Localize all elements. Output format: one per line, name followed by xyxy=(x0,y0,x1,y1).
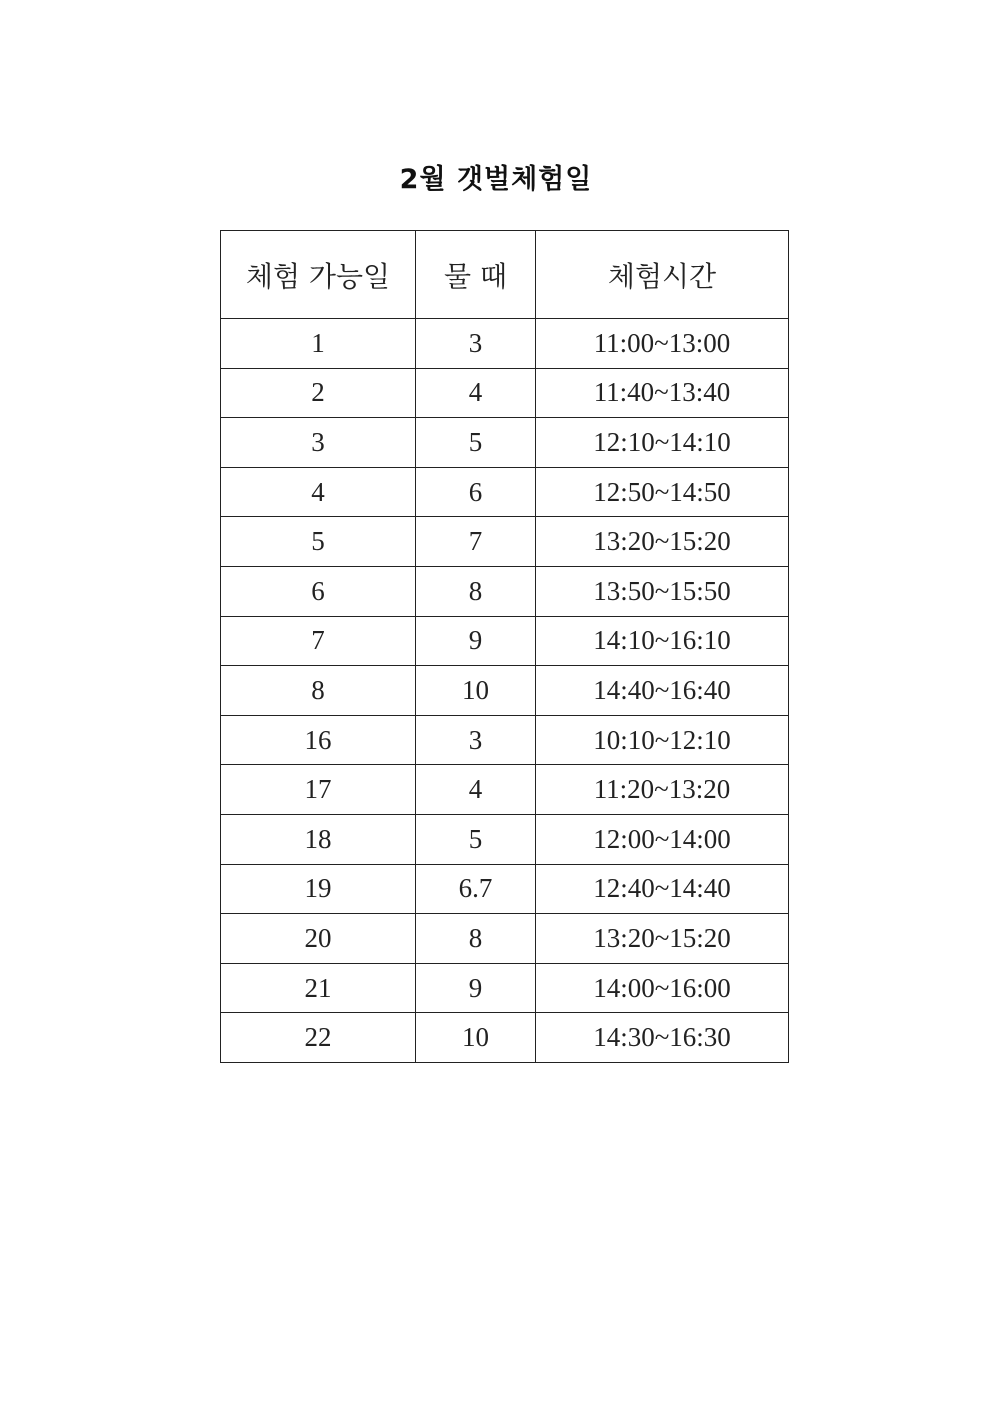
table-row xyxy=(221,368,789,418)
cell-time: 12:40~14:40 xyxy=(536,864,789,914)
cell-tide: 4 xyxy=(416,765,536,815)
cell-day: 18 xyxy=(221,814,416,864)
cell-day: 8 xyxy=(221,666,416,716)
cell-time: 14:10~16:10 xyxy=(536,616,789,666)
table-row xyxy=(221,864,789,914)
cell-time: 11:40~13:40 xyxy=(536,368,789,418)
document-title: 2월 갯벌체험일 xyxy=(399,164,593,195)
cell-tide: 6 xyxy=(416,467,536,517)
cell-day: 7 xyxy=(221,616,416,666)
cell-tide: 8 xyxy=(416,914,536,964)
table-row xyxy=(221,418,789,468)
cell-day: 2 xyxy=(221,368,416,418)
cell-time: 12:50~14:50 xyxy=(536,467,789,517)
table-row xyxy=(221,319,789,369)
table-row xyxy=(221,467,789,517)
table-row xyxy=(221,566,789,616)
cell-time: 13:20~15:20 xyxy=(536,517,789,567)
table-row xyxy=(221,616,789,666)
cell-tide: 10 xyxy=(416,1013,536,1063)
cell-tide: 6.7 xyxy=(416,864,536,914)
cell-time: 12:10~14:10 xyxy=(536,418,789,468)
cell-tide: 3 xyxy=(416,715,536,765)
cell-time: 12:00~14:00 xyxy=(536,814,789,864)
table-row xyxy=(221,963,789,1013)
cell-tide: 10 xyxy=(416,666,536,716)
cell-time: 11:20~13:20 xyxy=(536,765,789,815)
cell-day: 6 xyxy=(221,566,416,616)
cell-day: 5 xyxy=(221,517,416,567)
table-header-row xyxy=(221,231,789,319)
header-tide: 물 때 xyxy=(416,231,536,319)
table-row xyxy=(221,1013,789,1063)
table-row xyxy=(221,765,789,815)
cell-time: 14:30~16:30 xyxy=(536,1013,789,1063)
cell-time: 14:40~16:40 xyxy=(536,666,789,716)
header-available-day: 체험 가능일 xyxy=(221,231,416,319)
cell-day: 1 xyxy=(221,319,416,369)
cell-day: 21 xyxy=(221,963,416,1013)
cell-tide: 5 xyxy=(416,418,536,468)
cell-day: 3 xyxy=(221,418,416,468)
cell-time: 10:10~12:10 xyxy=(536,715,789,765)
cell-day: 4 xyxy=(221,467,416,517)
header-experience-time: 체험시간 xyxy=(536,231,789,319)
cell-day: 19 xyxy=(221,864,416,914)
cell-tide: 5 xyxy=(416,814,536,864)
table-row xyxy=(221,814,789,864)
cell-tide: 7 xyxy=(416,517,536,567)
cell-tide: 8 xyxy=(416,566,536,616)
cell-time: 11:00~13:00 xyxy=(536,319,789,369)
tidal-flat-schedule-table xyxy=(220,230,789,1063)
cell-tide: 4 xyxy=(416,368,536,418)
cell-time: 13:50~15:50 xyxy=(536,566,789,616)
table-row xyxy=(221,715,789,765)
cell-tide: 3 xyxy=(416,319,536,369)
table-row xyxy=(221,914,789,964)
table-row xyxy=(221,666,789,716)
table-row xyxy=(221,517,789,567)
cell-day: 20 xyxy=(221,914,416,964)
cell-time: 14:00~16:00 xyxy=(536,963,789,1013)
cell-time: 13:20~15:20 xyxy=(536,914,789,964)
cell-tide: 9 xyxy=(416,616,536,666)
cell-day: 22 xyxy=(221,1013,416,1063)
cell-day: 17 xyxy=(221,765,416,815)
cell-day: 16 xyxy=(221,715,416,765)
cell-tide: 9 xyxy=(416,963,536,1013)
